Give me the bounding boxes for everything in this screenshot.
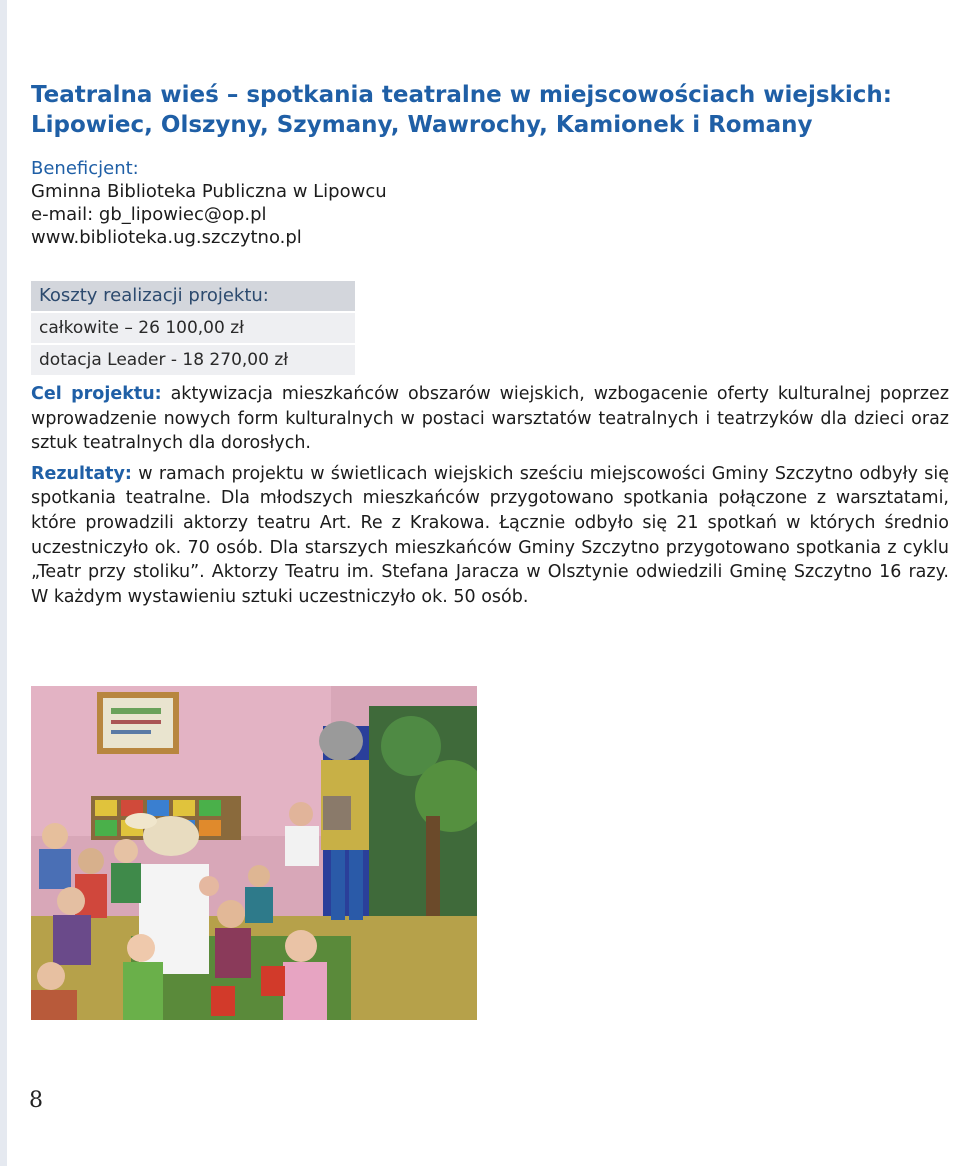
theatre-workshop-photo: [31, 686, 477, 1020]
beneficiary-website: www.biblioteka.ug.szczytno.pl: [31, 227, 302, 248]
results-paragraph: [31, 462, 949, 610]
page-number: 8: [29, 1088, 43, 1113]
beneficiary-block: [31, 157, 631, 249]
beneficiary-label: Beneficjent:: [31, 158, 139, 179]
cost-grant-row: dotacja Leader - 18 270,00 zł: [31, 345, 355, 377]
cost-table: [31, 281, 355, 377]
goal-label: Cel projektu:: [31, 384, 162, 404]
beneficiary-email: e-mail: gb_lipowiec@op.pl: [31, 204, 267, 225]
project-description: [31, 382, 949, 615]
beneficiary-name: Gminna Biblioteka Publiczna w Lipowcu: [31, 181, 387, 202]
goal-text: aktywizacja mieszkańców obszarów wiejskich, wzbogacenie oferty kulturalnej poprzez wprowadzenie nowych form kulturalnych w postaci warsztatów teatralnych i teatrzyków dla dzieci oraz sztuk teatralnych dla dorosłych.: [31, 384, 950, 454]
goal-paragraph: [31, 382, 949, 456]
page-edge-bar: [0, 0, 7, 1166]
cost-table-heading: Koszty realizacji projektu:: [31, 281, 355, 313]
cost-total-row: całkowite – 26 100,00 zł: [31, 313, 355, 345]
results-text: w ramach projektu w świetlicach wiejskich sześciu miejscowości Gminy Szczytno odbyły się spotkania teatralne. Dla młodszych mieszkańców przygotowano spotkania połączone z warsztatami, które prowadzili aktorzy teatru Art. Re z Krakowa. Łącznie odbyło się 21 spotkań w których średnio uczestniczyło ok. 70 osób. Dla starszych mieszkańców Gminy Szczytno przygotowano spotkania z cyklu „Teatr przy stoliku”. Aktorzy Teatru im. Stefana Jaracza w Olsztynie odwiedzili Gminę Szczytno 16 razy. W każdym wystawieniu sztuki uczestniczyło ok. 50 osób.: [31, 463, 949, 607]
project-title: Teatralna wieś – spotkania teatralne w miejscowościach wiejskich: Lipowiec, Olszyny, Szymany, Wawrochy, Kamionek i Romany: [31, 82, 892, 138]
results-label: Rezultaty:: [31, 463, 132, 484]
